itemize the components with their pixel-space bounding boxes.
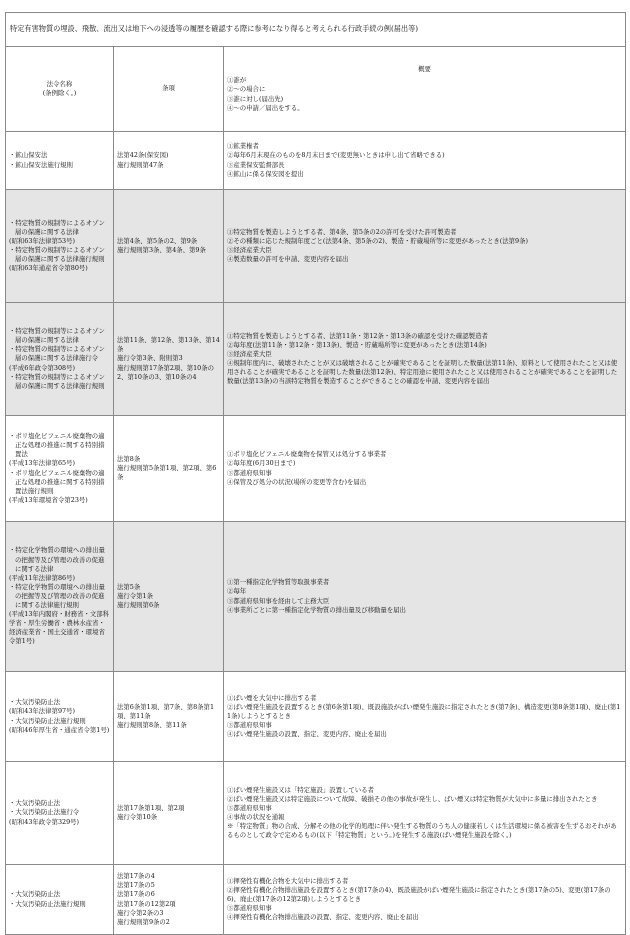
law-name: ・特定化学物質の環境への排出量の把握等及び管理の改善の促進に関する法律 xyxy=(9,546,105,573)
law-name: ・特定物質の規制等によるオゾン層の保護に関する法律施行規則 xyxy=(9,246,105,264)
header-summary-line: ②〜の場合に xyxy=(227,85,266,94)
law-number: (昭和43年法律第97号) xyxy=(9,707,75,716)
header-summary xyxy=(224,47,626,132)
summary-line: ①揮発性有機化合物を大気中に排出する者 xyxy=(227,876,349,885)
table-row xyxy=(6,522,626,672)
summary-line: ②毎年度(6月30日まで) xyxy=(227,459,296,468)
cell-summary xyxy=(224,762,626,865)
table-row xyxy=(6,303,626,416)
article-line: 施行規則第9条の2 xyxy=(117,917,170,926)
law-name: ・ポリ塩化ビフェニル廃棄物の適正な処理の推進に関する特別措置法 xyxy=(9,432,105,459)
summary-line: ④ばい煙発生施設の設置、指定、変更内容、廃止を届出 xyxy=(227,730,387,739)
header-summary-line: ③誰に対し(届出先) xyxy=(227,94,284,103)
table-row xyxy=(6,865,626,935)
law-name: ・特定物質の規制等によるオゾン層の保護に関する法律 xyxy=(9,218,105,236)
article-line: 施行規則第8条、第11条 xyxy=(117,721,187,730)
law-name: ・大気汚染防止法施行規則 xyxy=(9,899,86,908)
article-line: 施行規則第47条 xyxy=(117,160,164,169)
summary-line: ②毎年6月末現在のものを8月末日まで(変更無いときは申し出て省略できる) xyxy=(227,151,445,160)
cell-summary xyxy=(224,865,626,935)
procedures-table xyxy=(5,12,626,935)
table-caption-row xyxy=(6,13,626,47)
header-law-name xyxy=(6,47,114,132)
law-name: ・鉱山保安法 xyxy=(9,151,48,160)
cell-law-name xyxy=(6,865,114,935)
summary-line: ①鉱業権者 xyxy=(227,142,259,151)
summary-line: ③経済産業大臣 xyxy=(227,246,272,254)
summary-line: ④鉱山に係る保安図を提出 xyxy=(227,169,304,178)
article-line: 施行令第1条 xyxy=(117,591,154,600)
header-law-name-line1: 法令名称 xyxy=(46,79,73,88)
header-summary-title: 概要 xyxy=(418,65,431,74)
law-name: ・特定化学物質の環境への排出量の把握等及び管理の改善の促進に関する法律施行規則 xyxy=(9,582,105,610)
table-row xyxy=(6,190,626,303)
summary-line: ③産業保安監督部長 xyxy=(227,160,285,169)
law-name: ・大気汚染防止法 xyxy=(9,799,61,808)
law-number: (平成11年法律第86号) xyxy=(9,573,75,582)
summary-line: ④事故の状況を通報 xyxy=(227,813,285,821)
summary-line: ③経済産業大臣 xyxy=(227,349,272,358)
article-line: 法第42条(保安図) xyxy=(117,151,169,160)
cell-summary xyxy=(224,132,626,190)
summary-line: ②その種類に応じた規制年度ごと(法第4条、第5条の2)、製造・貯蔵場所等に変更があったとき(法第9条) xyxy=(227,236,528,245)
cell-law-name xyxy=(6,672,114,762)
cell-article xyxy=(114,522,224,672)
summary-line: ③都道府県知事 xyxy=(227,721,272,730)
summary-line: ※「特定物質」物の合成、分解その他の化学的処理に伴い発生する物質のうち人の健康若しくは生活環境に係る被害を生ずるおそれがあるものとして政令で定めるもの(以下「特定物質」という。)を発生する施設(ばい煙発生施設を除く。) xyxy=(227,822,617,840)
law-name: ・大気汚染防止法施行規則 xyxy=(9,716,86,725)
header-summary-line: ④〜の申請／届出をする。 xyxy=(227,103,304,112)
cell-law-name xyxy=(6,762,114,865)
cell-article xyxy=(114,190,224,303)
article-line: 法第17条第1項、第2項 xyxy=(117,803,185,812)
table-header-row xyxy=(6,47,626,132)
summary-line: ①特定物質を製造しようとする者、法第11条・第12条・第13条の確認を受けた確認製造者 xyxy=(227,331,488,340)
article-line: 法第17条の12第2項 xyxy=(117,899,176,908)
summary-line: ④保管及び処分の状況(場所の変更等含む)を届出 xyxy=(227,477,367,486)
law-number: (昭和46年厚生省・通産省令第1号) xyxy=(9,725,110,734)
summary-line: ③都道府県知事 xyxy=(227,468,272,477)
cell-article xyxy=(114,865,224,935)
article-line: 施行令第10条 xyxy=(117,813,158,821)
table-row xyxy=(6,672,626,762)
article-line: 施行規則第6条 xyxy=(117,601,160,610)
law-number: (平成6年政令第308号) xyxy=(9,363,75,372)
summary-line: ①ばい煙を大気中に排出する者 xyxy=(227,693,317,702)
summary-line: ②毎年 xyxy=(227,587,247,596)
summary-line: ②ばい煙発生施設又は特定施設について故障、破損その他の事故が発生し、ばい煙又は特定物質が大気中に多量に排出されたとき xyxy=(227,794,598,803)
article-line: 法第5条 xyxy=(117,582,141,591)
law-name: ・大気汚染防止法施行令 xyxy=(9,808,80,817)
article-line: 施行令第3条、附則第3 xyxy=(117,354,183,363)
law-number: (昭和63年通産省令第80号) xyxy=(9,264,88,273)
cell-summary xyxy=(224,190,626,303)
article-line: 法第17条の4 xyxy=(117,872,155,881)
law-name: ・大気汚染防止法 xyxy=(9,890,61,899)
cell-article xyxy=(114,672,224,762)
summary-line: ④規制年度内に、破壊されたことが又は破壊されることが確実であることを証明した数量(法第11条)、原料として使用されたこと又は使用されることが確実であることを証明した数量(法第12条)、特定用途に使用されたこと又は使用されることが確実であることを証明した数量(法第13条)の当該特定物質を製造することができることの確認を申請、変更内容を届出 xyxy=(227,359,618,386)
cell-article xyxy=(114,416,224,522)
cell-law-name xyxy=(6,132,114,190)
article-line: 法第8条 xyxy=(117,454,141,463)
cell-law-name xyxy=(6,522,114,672)
summary-line: ④製造数量の許可を申請、変更内容を届出 xyxy=(227,255,349,264)
header-law-name-line2: (条例除く。) xyxy=(42,89,77,97)
law-name: ・特定物質の規制等によるオゾン層の保護に関する法律施行規則 xyxy=(9,372,105,390)
cell-article xyxy=(114,303,224,416)
article-line: 法第4条、第5条の2、第9条 xyxy=(117,236,198,245)
law-number: (平成13年法律第65号) xyxy=(9,459,75,468)
header-summary-line: ①誰が xyxy=(227,76,247,85)
cell-law-name xyxy=(6,190,114,303)
table-row xyxy=(6,132,626,190)
article-line: 施行規則第17条第2項、第10条の2、第10条の3、第10条の4 xyxy=(117,363,215,381)
summary-line: ①第一種指定化学物質等取扱事業者 xyxy=(227,578,330,587)
cell-summary xyxy=(224,522,626,672)
cell-summary xyxy=(224,672,626,762)
header-article: 条項 xyxy=(114,47,224,132)
cell-article xyxy=(114,762,224,865)
summary-line: ④事業所ごとに第一種指定化学物質の排出量及び移動量を届出 xyxy=(227,605,406,614)
table-caption: 特定有害物質の埋設、飛散、流出又は地下への浸透等の履歴を確認する際に参考になり得ると考えられる行政手続の例(届出等) xyxy=(6,13,626,47)
cell-summary xyxy=(224,303,626,416)
law-number: (昭和63年法律第53号) xyxy=(9,236,75,245)
summary-line: ②揮発性有機化合物排出施設を設置するとき(第17条の4)、既設施設がばい煙発生施設に指定されたとき(第17条の5)、変更(第17条の6)、廃止(第17条の12第2項)しようとするとき xyxy=(227,885,611,903)
summary-line: ①ばい煙発生施設又は「特定施設」設置している者 xyxy=(227,785,374,794)
summary-line: ①特定物質を製造しようとする者、第4条、第5条の2の許可を受けた許可製造者 xyxy=(227,227,457,236)
table-row xyxy=(6,762,626,865)
table-row xyxy=(6,416,626,522)
law-name: ・鉱山保安法施行規則 xyxy=(9,160,73,169)
summary-line: ③都道府県知事 xyxy=(227,803,272,812)
summary-line: ①ポリ塩化ビフェニル廃棄物を保管又は処分する事業者 xyxy=(227,450,387,459)
article-line: 施行令第2条の3 xyxy=(117,908,164,917)
law-name: ・大気汚染防止法 xyxy=(9,698,61,707)
article-line: 法第6条第1項、第7条、第8条第1項、第11条 xyxy=(117,702,215,720)
law-number: (平成13年内閣府・財務省・文部科学省・厚生労働省・農林水産省・経済産業省・国土交通省・環境省令第1号) xyxy=(9,610,110,646)
cell-summary xyxy=(224,416,626,522)
law-name: ・特定物質の規制等によるオゾン層の保護に関する法律 xyxy=(9,327,105,345)
law-name: ・特定物質の規制等によるオゾン層の保護に関する法律施行令 xyxy=(9,345,105,363)
summary-line: ②毎年度(法第11条・第12条・第13条)、製造・貯蔵場所等に変更があったとき(法第14条) xyxy=(227,340,487,349)
law-number: (平成13年環境省令第23号) xyxy=(9,495,88,504)
summary-line: ②ばい煙発生施設を設置するとき(第6条第1項)、既設施設がばい煙発生施設に指定されたとき(第7条)、構造変更(第8条第1項)、廃止(第11条)しようとするとき xyxy=(227,702,621,720)
article-line: 施行規則第3条、第4条、第9条 xyxy=(117,246,206,254)
cell-article xyxy=(114,132,224,190)
article-line: 施行規則第5条第1項、第2項、第6条 xyxy=(117,463,217,482)
summary-line: ③都道府県知事 xyxy=(227,904,272,913)
law-number: (昭和43年政令第329号) xyxy=(9,817,80,826)
cell-law-name xyxy=(6,416,114,522)
law-name: ・ポリ塩化ビフェニル廃棄物の適正な処理の推進に関する特別措置法施行規則 xyxy=(9,468,105,495)
article-line: 法第17条の6 xyxy=(117,890,155,899)
article-line: 法第11条、第12条、第13条、第14条 xyxy=(117,336,220,354)
cell-law-name xyxy=(6,303,114,416)
summary-line: ③都道府県知事を経由して主務大臣 xyxy=(227,596,330,605)
summary-line: ④揮発性有機化合物排出施設の設置、指定、変更内容、廃止を届出 xyxy=(227,913,419,922)
article-line: 法第17条の5 xyxy=(117,881,155,890)
